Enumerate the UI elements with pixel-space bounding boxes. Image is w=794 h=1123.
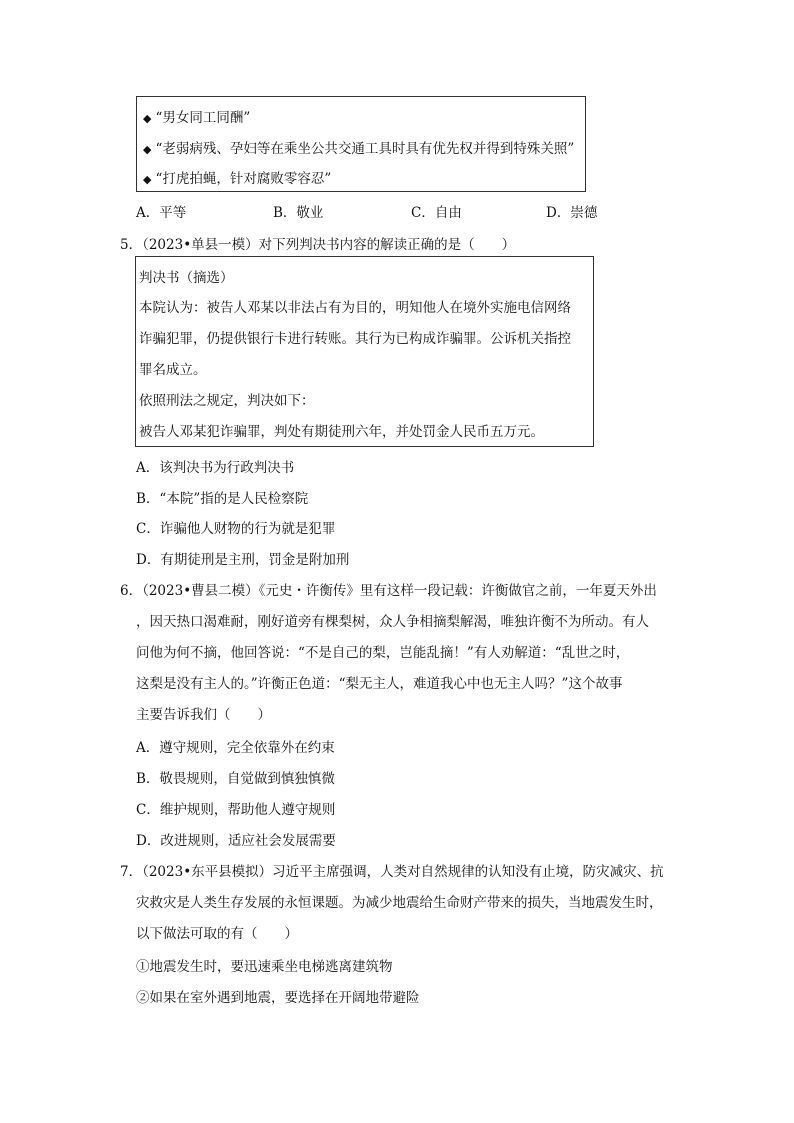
q5-judgment-box xyxy=(135,256,594,447)
q6-option-d: D．改进规则，适应社会发展需要 xyxy=(136,833,336,849)
q7-item-1: ①地震发生时，要迅速乘坐电梯逃离建筑物 xyxy=(136,959,393,975)
q7-item-2: ②如果在室外遇到地震，要选择在开阔地带避险 xyxy=(136,990,420,1006)
q4-quote-box xyxy=(136,96,586,192)
question-number: 7． xyxy=(120,864,143,880)
question-text: 对下列判决书内容的解读正确的是（ ） xyxy=(258,237,516,253)
diamond-bullet-icon: ◆ xyxy=(143,173,152,186)
judgment-line: 本院认为：被告人邓某以非法占有为目的，明知他人在境外实施电信网络 xyxy=(139,300,571,316)
judgment-line: 诈骗犯罪，仍提供银行卡进行转账。其行为已构成诈骗罪。公诉机关指控 xyxy=(139,331,571,347)
q6-option-c: C．维护规则，帮助他人遵守规则 xyxy=(136,802,336,818)
question-source: （2023•单县一模） xyxy=(142,237,259,253)
judgment-title: 判决书（摘选） xyxy=(139,270,234,286)
q4-quote-line: ◆ “男女同工同酬” xyxy=(143,110,251,126)
judgment-line: 依照刑法之规定，判决如下： xyxy=(139,393,315,409)
q5-option-b: B．“本院”指的是人民检察院 xyxy=(136,491,309,507)
q6-stem-line: 这梨是没有主人的。”许衡正色道：“梨无主人，难道我心中也无主人吗？”这个故事 xyxy=(136,676,623,692)
q6-option-a: A．遵守规则，完全依靠外在约束 xyxy=(136,740,335,756)
q5-option-d: D．有期徒刑是主刑，罚金是附加刑 xyxy=(136,552,350,568)
q4-option-d: D．崇德 xyxy=(546,205,598,221)
q4-quote-line: ◆ “打虎拍蝇，针对腐败零容忍” xyxy=(143,171,332,187)
q4-option-a: A．平等 xyxy=(136,205,187,221)
diamond-bullet-icon: ◆ xyxy=(143,143,152,156)
q7-stem-line: 以下做法可取的有（ ） xyxy=(136,926,298,942)
q6-option-b: B．敬畏规则，自觉做到慎独慎微 xyxy=(136,771,335,787)
q4-quote-line: ◆ “老弱病残、孕妇等在乘坐公共交通工具时具有优先权并得到特殊关照” xyxy=(143,141,575,157)
q5-stem xyxy=(120,233,515,253)
q6-stem-line: ，因天热口渴难耐，刚好道旁有棵梨树，众人争相摘梨解渴，唯独许衡不为所动。有人 xyxy=(136,614,649,630)
q6-stem-line: 主要告诉我们（ ） xyxy=(136,707,271,723)
q5-option-c: C．诈骗他人财物的行为就是犯罪 xyxy=(136,521,336,537)
judgment-line: 被告人邓某犯诈骗罪，判处有期徒刑六年，并处罚金人民币五万元。 xyxy=(139,424,544,440)
q7-stem-line: 灾救灾是人类生存发展的永恒课题。为减少地震给生命财产带来的损失，当地震发生时， xyxy=(136,895,663,911)
q4-option-b: B．敬业 xyxy=(273,205,324,221)
q4-option-c: C．自由 xyxy=(411,205,462,221)
diamond-bullet-icon: ◆ xyxy=(143,112,152,125)
q6-stem-line: 问他为何不摘，他回答说：“不是自己的梨，岂能乱摘！”有人劝解道：“乱世之时， xyxy=(136,645,630,661)
q5-option-a: A．该判决书为行政判决书 xyxy=(136,460,295,476)
q6-stem-line: 6．（2023•曹县二模）《元史・许衡传》里有这样一段记载：许衡做官之前，一年夏天外出 xyxy=(120,583,657,599)
question-number: 5． xyxy=(120,237,143,253)
question-number: 6． xyxy=(120,583,143,599)
judgment-line: 罪名成立。 xyxy=(139,362,207,378)
q7-stem-line: 7．（2023•东平县模拟）习近平主席强调，人类对自然规律的认知没有止境，防灾减灾、抗 xyxy=(120,864,664,880)
